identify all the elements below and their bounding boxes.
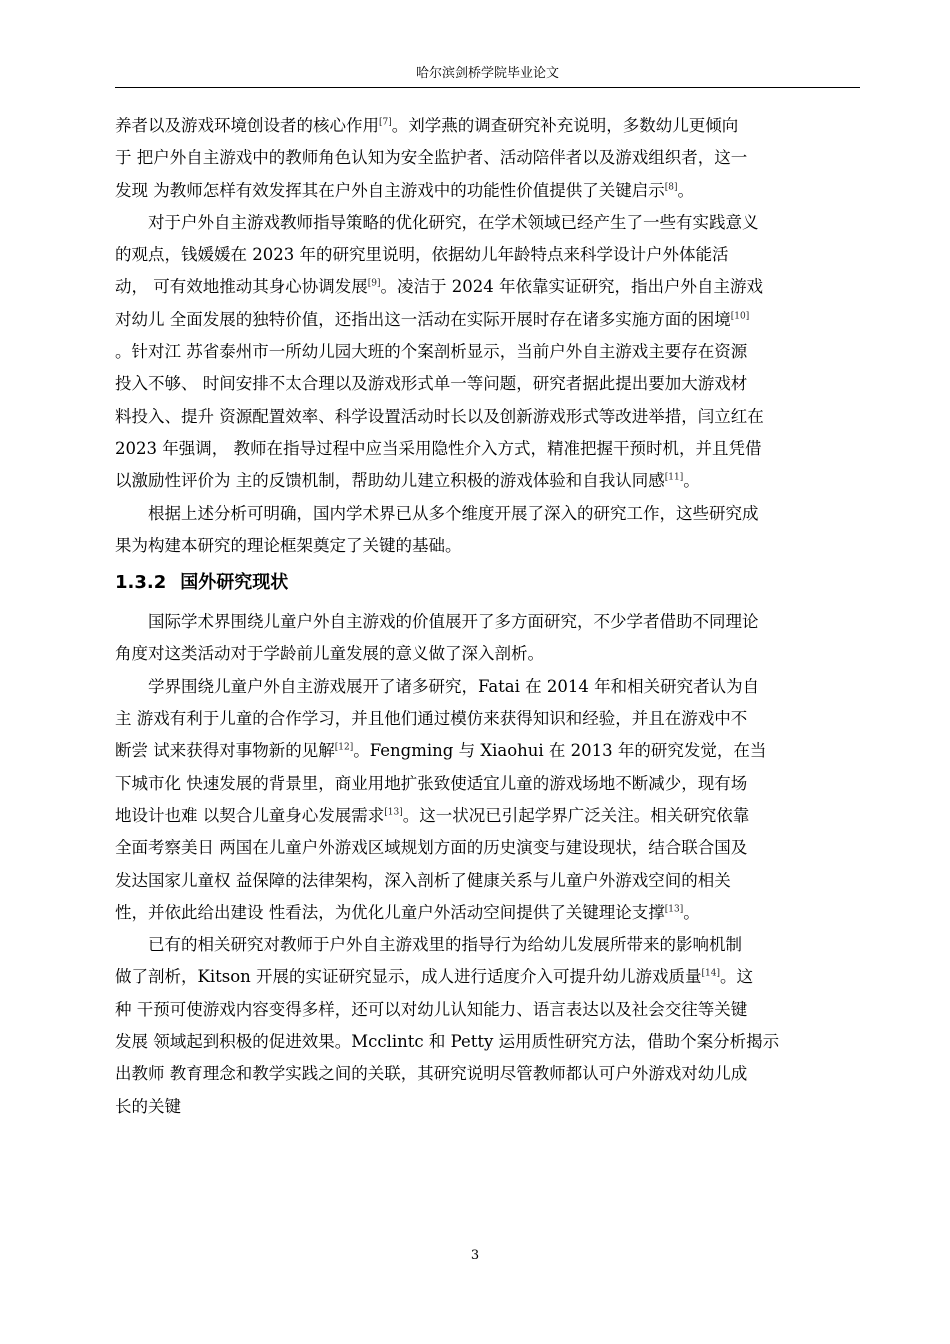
text-segment: 的观点，钱媛媛在 2023 年的研究里说明，依据幼儿年龄特点来科学设计户外体能活 [115, 245, 729, 265]
citation-marker: [12] [334, 742, 354, 753]
text-line [115, 606, 860, 638]
paragraph-group-domestic [115, 110, 860, 562]
text-segment: 断尝 试来获得对事物新的见解 [115, 741, 335, 761]
paragraph-p4 [115, 606, 860, 671]
text-line [115, 768, 860, 800]
text-segment: 。凌洁于 2024 年依靠实证研究，指出户外自主游戏 [380, 277, 763, 297]
text-line [115, 110, 860, 142]
citation-marker: [10] [730, 311, 750, 322]
text-segment: 。这 [720, 967, 753, 987]
text-line [115, 1058, 860, 1090]
text-line [115, 961, 860, 993]
text-segment: 。 [683, 471, 700, 491]
text-line [115, 638, 860, 670]
document-body [115, 110, 860, 1123]
text-segment: 料投入、提升 资源配置效率、科学设置活动时长以及创新游戏形式等改进举措，闫立红在 [115, 406, 764, 426]
text-segment: 对于户外自主游戏教师指导策略的优化研究，在学术领域已经产生了一些有实践意义 [148, 212, 759, 232]
text-line [115, 929, 860, 961]
text-segment: 。刘学燕的调查研究补充说明，多数幼儿更倾向 [391, 116, 739, 135]
text-line [115, 368, 860, 400]
section-number: 1.3.2 [115, 572, 167, 594]
text-segment: 。这一状况已引起学界广泛关注。相关研究依靠 [402, 805, 750, 825]
citation-marker: [13] [384, 807, 403, 818]
text-line [115, 1091, 860, 1123]
text-segment: 全面考察美日 两国在儿童户外游戏区域规划方面的历史演变与建设现状，结合联合国及 [115, 838, 748, 858]
text-line [115, 1026, 860, 1058]
paragraph-p2 [115, 207, 860, 498]
text-line [115, 207, 860, 239]
section-heading [115, 566, 860, 600]
text-segment: 地设计也难 以契合儿童身心发展需求 [115, 805, 385, 825]
text-segment: 。 [677, 180, 694, 200]
citation-marker: [14] [701, 968, 720, 979]
text-line [115, 671, 860, 703]
text-line [115, 897, 860, 929]
text-segment: 性，并依此给出建设 性看法，为优化儿童户外活动空间提供了关键理论支撑 [115, 902, 665, 922]
text-segment: 对幼儿 全面发展的独特价值，还指出这一活动在实际开展时存在诸多实施方面的困境 [115, 309, 731, 329]
text-segment: 角度对这类活动对于学龄前儿童发展的意义做了深入剖析。 [115, 644, 544, 664]
text-line [115, 498, 860, 530]
paragraph-group-foreign [115, 606, 860, 1123]
page-number: 3 [470, 1248, 480, 1263]
text-segment: 种 干预可使游戏内容变得多样，还可以对幼儿认知能力、语言表达以及社会交往等关键 [115, 999, 748, 1019]
text-segment: 以激励性评价为 主的反馈机制，帮助幼儿建立积极的游戏体验和自我认同感 [115, 471, 665, 491]
paragraph-p6 [115, 929, 860, 1123]
text-segment: 。针对江 苏省泰州市一所幼儿园大班的个案剖析显示，当前户外自主游戏主要存在资源 [115, 342, 748, 362]
text-segment: 学界围绕儿童户外自主游戏展开了诸多研究，Fatai 在 2014 年和相关研究者认为自 [148, 676, 760, 696]
text-segment: 发展 领域起到积极的促进效果。Mcclintc 和 Petty 运用质性研究方法，借助个案分析揭示 [115, 1032, 780, 1052]
section-title: 国外研究现状 [180, 572, 289, 594]
text-line [115, 800, 860, 832]
text-segment: 根据上述分析可明确，国内学术界已从多个维度开展了深入的研究工作，这些研究成 [148, 503, 759, 523]
text-line [115, 336, 860, 368]
citation-marker: [7] [379, 117, 392, 128]
text-line [115, 994, 860, 1026]
text-segment: 发现 为教师怎样有效发挥其在户外自主游戏中的功能性价值提供了关键启示 [115, 180, 665, 200]
text-line [115, 465, 860, 497]
text-line [115, 142, 860, 174]
header-divider [115, 87, 860, 88]
text-line [115, 239, 860, 271]
citation-marker: [13] [664, 904, 684, 915]
text-line [115, 865, 860, 897]
text-line [115, 530, 860, 562]
text-segment: 下城市化 快速发展的背景里，商业用地扩张致使适宜儿童的游戏场地不断减少，现有场 [115, 773, 748, 793]
text-line [115, 703, 860, 735]
text-segment: 出教师 教育理念和教学实践之间的关联，其研究说明尽管教师都认可户外游戏对幼儿成 [115, 1064, 748, 1084]
text-segment: 2023 年强调， 教师在指导过程中应当采用隐性介入方式，精准把握干预时机，并且凭借 [115, 438, 762, 458]
text-line [115, 832, 860, 864]
paragraph-p1 [115, 110, 860, 207]
text-segment: 于 把户外自主游戏中的教师角色认知为安全监护者、活动陪伴者以及游戏组织者，这一 [115, 148, 748, 168]
text-segment: 投入不够、 时间安排不太合理以及游戏形式单一等问题，研究者据此提出要加大游戏材 [115, 374, 748, 394]
paragraph-p5 [115, 671, 860, 929]
text-line [115, 433, 860, 465]
text-segment: 做了剖析，Kitson 开展的实证研究显示，成人进行适度介入可提升幼儿游戏质量 [115, 967, 702, 987]
citation-marker: [9] [367, 278, 381, 289]
citation-marker: [11] [664, 472, 684, 483]
text-line [115, 401, 860, 433]
text-segment: 发达国家儿童权 益保障的法律架构，深入剖析了健康关系与儿童户外游戏空间的相关 [115, 870, 731, 890]
text-segment: 国际学术界围绕儿童户外自主游戏的价值展开了多方面研究，不少学者借助不同理论 [148, 612, 759, 632]
paragraph-p3 [115, 498, 860, 563]
text-segment: 动， 可有效地推动其身心协调发展 [115, 277, 368, 297]
text-segment: 。 [683, 902, 700, 922]
text-line [115, 304, 860, 336]
text-segment: 养者以及游戏环境创设者的核心作用 [115, 116, 379, 135]
text-segment: 长的关键 [115, 1096, 181, 1116]
text-line [115, 271, 860, 303]
page-header-title: 哈尔滨剑桥学院毕业论文 [415, 66, 559, 81]
text-segment: 已有的相关研究对教师于户外自主游戏里的指导行为给幼儿发展所带来的影响机制 [148, 935, 742, 955]
text-segment: 主 游戏有利于儿童的合作学习，并且他们通过模仿来获得知识和经验，并且在游戏中不 [115, 709, 748, 729]
text-line [115, 175, 860, 207]
text-segment: 果为构建本研究的理论框架奠定了关键的基础。 [115, 535, 462, 555]
text-segment: 。Fengming 与 Xiaohui 在 2013 年的研究发觉，在当 [353, 741, 767, 761]
text-line [115, 735, 860, 767]
citation-marker: [8] [664, 182, 678, 193]
